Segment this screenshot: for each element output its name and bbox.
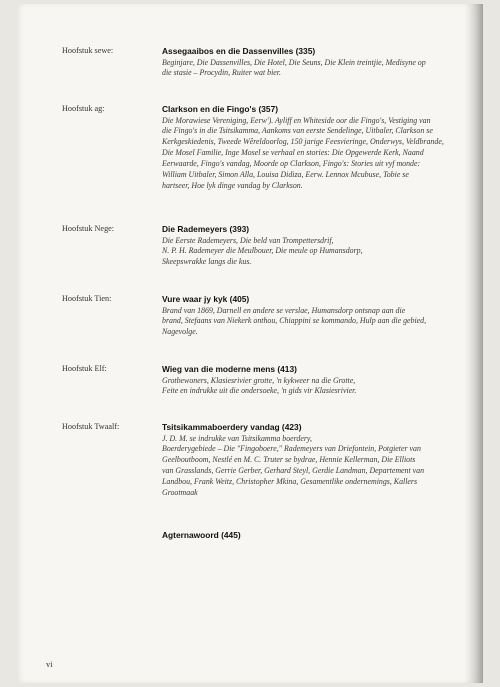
page-number: vi [46,659,53,669]
chapter-contents: Brand van 1869, Darnell en andere se verslae, Humansdorp ontsnap aan die brand, Stefaans van Niekerk onthou, Chiappini se kommando, Hulp aan die gebied, Nagevolge. [162,305,427,337]
chapter-title: Assegaaibos en die Dassenvilles (335) [162,46,316,56]
page-gutter-shadow [465,4,483,683]
chapter-label: Hoofstuk Twaalf: [62,422,120,431]
chapter-label: Hoofstuk Elf: [62,364,107,373]
chapter-title: Tsitsikammaboerdery vandag (423) [162,422,302,432]
chapter-title: Vure waar jy kyk (405) [162,294,250,304]
chapter-contents: Die Morawiese Vereniging, Eerw'). Ayliff en Whiteside oor die Fingo's, Vestiging van die Fingo's in die Tsitsikamma, Aankoms van eerste Sendelinge, Uitbaler, Clarkson se Kerkgeskiedenis, Tweede Wêreldoorlog, 150 jarige Feesvieringe, Onderwys, Veldbrande, Die Mosel Familie, Inge Mosel se verhaal en stories: Die Opgewerde Kerk, Naand Eerwaarde, Fingo's vandag, Moorde op Clarkson, Fingo's: Stories uit vyf monde: William Uitbaler, Simon Alla, Louisa Didiza, Eerw. Lennox Mcubuse, Tobie se hartseer, Hoe lyk dinge vandag by Clarkson. [162,115,444,190]
book-page [18,4,483,683]
chapter-label: Hoofstuk Tien: [62,294,112,303]
chapter-contents: J. D. M. se indrukke van Tsitsikamma boerdery, Boerderygebiede – Die "Fingoboere," Rademeyers van Driefontein, Potgieter van Geelboutboom, Nestlé en M. C. Truter se bydrae, Hennie Kellerman, Die Elliots van Grasslands, Gerrie Gerber, Gerhard Steyl, Gerdie Landman, Departement van Landbou, Frank Weitz, Christopher Mkina, Gesamentlike ondernemings, Kallers Grootmaak [162,433,425,498]
chapter-label: Hoofstuk sewe: [62,46,114,55]
chapter-label: Hoofstuk ag: [62,104,105,113]
chapter-title: Agternawoord (445) [162,530,241,540]
chapter-title: Die Rademeyers (393) [162,224,250,234]
chapter-title: Wieg van die moderne mens (413) [162,364,297,374]
chapter-contents: Die Eerste Rademeyers, Die beld van Trompettersdrif, N. P. H. Rademeyer die Meulbouer, Die meule op Humansdorp, Skeepswrakke langs die kus. [162,235,363,267]
chapter-contents: Beginjare, Die Dassenvilles, Die Hotel, Die Seuns, Die Klein treintjie, Medisyne op die stasie – Procydin, Ruiter wat bier. [162,57,426,78]
chapter-title: Clarkson en die Fingo's (357) [162,104,279,114]
chapter-label: Hoofstuk Nege: [62,224,115,233]
chapter-contents: Grotbewoners, Klasiesrivier grotte, 'n kykweer na die Grotte, Feite en indrukke uit die ondersoeke, 'n gids vir Klasiesrivier. [162,375,357,396]
